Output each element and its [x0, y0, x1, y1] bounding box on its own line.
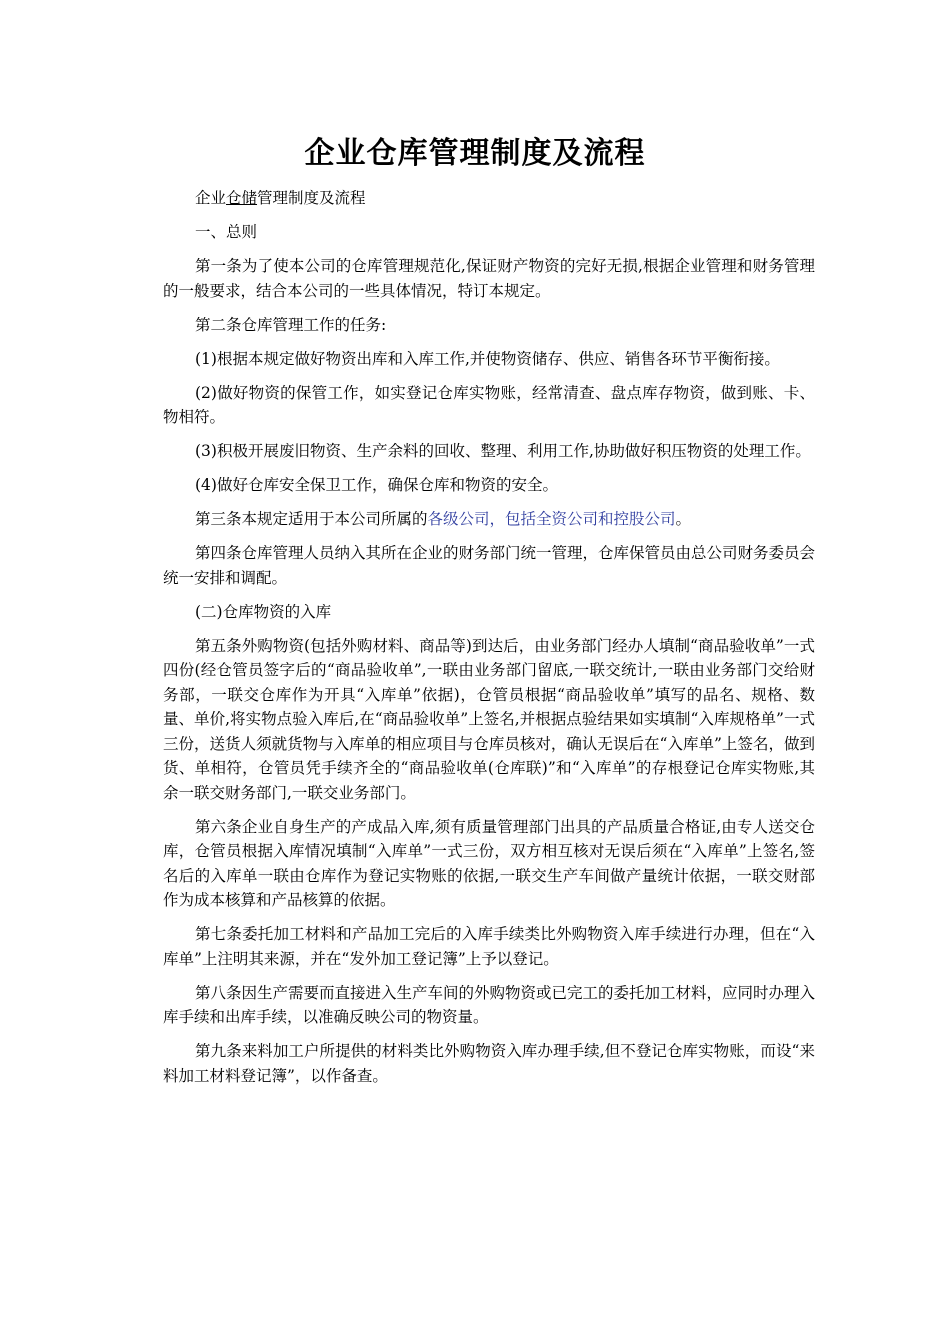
task-4: (4)做好仓库安全保卫工作，确保仓库和物资的安全。 — [195, 476, 558, 494]
task-1: (1)根据本规定做好物资出库和入库工作,并使物资储存、供应、销售各环节平衡衔接。 — [195, 349, 780, 368]
task-3: (3)积极开展废旧物资、生产余料的回收、整理、利用工作,协助做好积压物资的处理工作。 — [195, 442, 811, 460]
article-8: 第八条因生产需要而直接进入生产车间的外购物资或已完工的委托加工材料，应同时办理入库手续和出库手续，以准确反映公司的物资量。 — [163, 983, 816, 1026]
article-3-pre: 第三条本规定适用于本公司所属的 — [195, 510, 428, 528]
subtitle-pre: 企业 — [195, 189, 227, 207]
article-3-post: 。 — [675, 510, 692, 528]
article-6: 第六条企业自身生产的产成品入库,须有质量管理部门出具的产品质量合格证,由专人送交仓库，仓管员根据入库情况填制“入库单”一式三份，双方相互核对无误后须在“入库单”上签名,签名后的入库单一联由仓库作为登记实物账的依据,一联交生产车间做产量统计依据，一联交财部作为成本核算和产品核算的依据。 — [163, 817, 815, 909]
article-5: 第五条外购物资(包括外购材料、商品等)到达后，由业务部门经办人填制“商品验收单”一式四份(经仓管员签字后的“商品验收单”,一联由业务部门留底,一联交统计,一联由业务部门交给财务部，一联交仓库作为开具“入库单”依据)，仓管员根据“商品验收单”填写的品名、规格、数量、单价,将实物点验入库后,在“商品验收单”上签名,并根据点验结果如实填制“入库规格单”一式三份，送货人须就货物与入库单的相应项目与仓库员核对，确认无误后在“入库单”上签名，做到货、单相符，仓管员凭手续齐全的“商品验收单(仓库联)”和“入库单”的存根登记仓库实物账,其余一联交财务部门,一联交业务部门。 — [163, 636, 815, 802]
article-4: 第四条仓库管理人员纳入其所在企业的财务部门统一管理，仓库保管员由总公司财务委员会统一安排和调配。 — [163, 544, 816, 587]
task-2: (2)做好物资的保管工作，如实登记仓库实物账，经常清查、盘点库存物资，做到账、卡、物相符。 — [163, 383, 815, 426]
section-heading-inbound: (二)仓库物资的入库 — [195, 602, 332, 621]
subtitle-underlined-term[interactable]: 仓储 — [226, 189, 258, 207]
article-1: 第一条为了使本公司的仓库管理规范化,保证财产物资的完好无损,根据企业管理和财务管理的一般要求，结合本公司的一些具体情况，特订本规定。 — [163, 257, 815, 300]
subtitle-post: 管理制度及流程 — [257, 189, 366, 207]
article-3-link[interactable]: 各级公司，包括全资公司和控股公司 — [427, 510, 676, 528]
subtitle — [163, 186, 815, 211]
article-3 — [163, 507, 815, 532]
document-body — [163, 186, 815, 1098]
section-heading-general: 一、总则 — [195, 223, 258, 241]
document-title: 企业仓库管理制度及流程 — [304, 136, 646, 171]
article-2: 第二条仓库管理工作的任务: — [195, 315, 387, 334]
article-7: 第七条委托加工材料和产品加工完后的入库手续类比外购物资入库手续进行办理，但在“入库单”上注明其来源，并在“发外加工登记簿”上予以登记。 — [163, 925, 815, 968]
article-9: 第九条来料加工户所提供的材料类比外购物资入库办理手续,但不登记仓库实物账，而设“来料加工材料登记簿”，以作备查。 — [163, 1042, 815, 1085]
